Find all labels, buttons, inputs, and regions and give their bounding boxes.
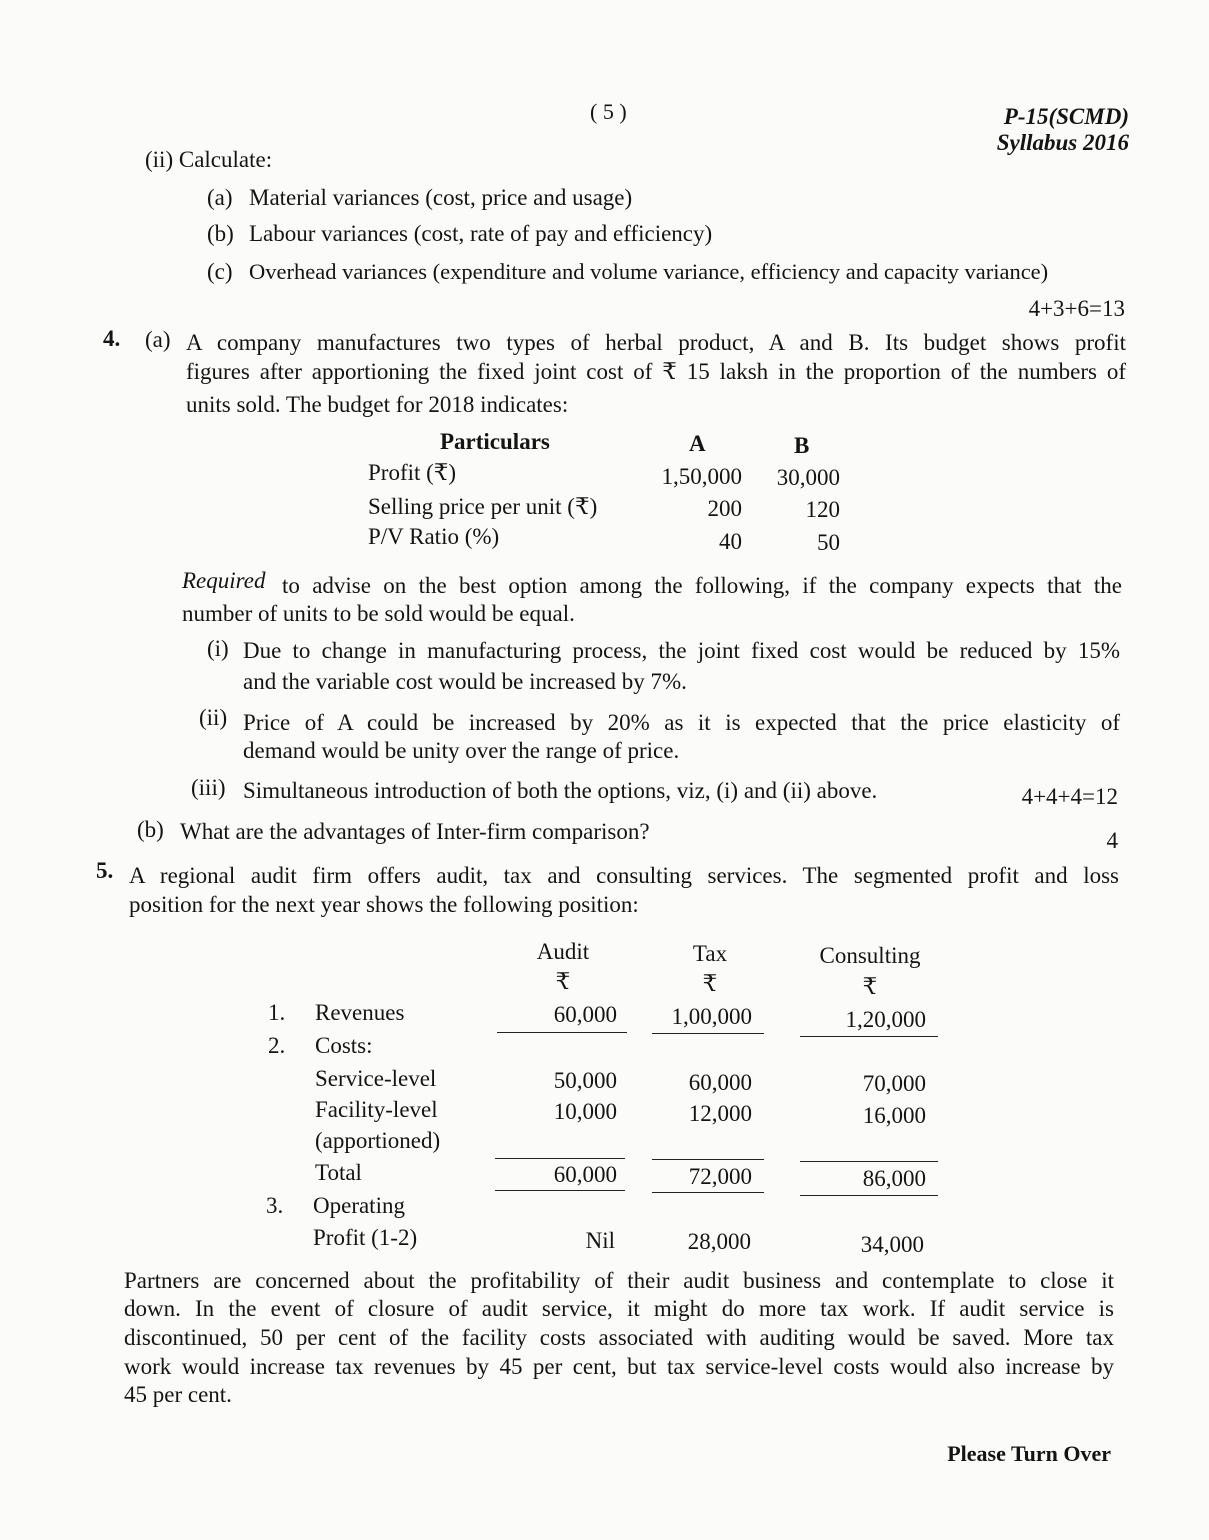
q5-total-underline-consulting [800, 1195, 938, 1196]
q5-col-tax: Tax [692, 941, 728, 966]
q5-row-label: (apportioned) [315, 1128, 441, 1153]
q3-item-c-text: Overhead variances (expenditure and volume variance, efficiency and capacity variance) [249, 259, 1049, 284]
q4-required-line-2: number of units to be sold would be equal. [182, 601, 575, 626]
q5-total-overline-audit [495, 1158, 625, 1159]
q4-required-text: to advise on the best option among the following, if the company expects that the [282, 573, 1122, 598]
q5-row-num: 3. [266, 1193, 284, 1218]
q5-row-label: Service-level [315, 1066, 437, 1091]
q5-closing-line-2: down. In the event of closure of audit service, it might do more tax work. If audit service is [124, 1296, 1114, 1321]
syllabus-year: Syllabus 2016 [996, 130, 1129, 155]
q4-required-word: Required [182, 568, 266, 593]
q5-row-label: Revenues [315, 1000, 405, 1025]
q3-item-b-label: (b) [207, 221, 234, 246]
q5-total-overline-consulting [800, 1161, 938, 1162]
q4-table-row-b: 120 [805, 497, 840, 522]
q3-marks: 4+3+6=13 [1028, 296, 1125, 321]
q4-a-label: (a) [145, 327, 171, 352]
q5-cell-tax: 1,00,000 [671, 1004, 752, 1029]
q4-table-header-particulars: Particulars [440, 429, 550, 454]
q5-cell-audit: 60,000 [553, 1162, 617, 1187]
q4-option-i-label: (i) [207, 636, 229, 661]
page-number: ( 5 ) [590, 99, 627, 124]
q4-a-line-3: units sold. The budget for 2018 indicates: [186, 392, 569, 417]
q3-item-c-label: (c) [207, 259, 233, 284]
q5-closing-line-5: 45 per cent. [124, 1382, 232, 1407]
q4-b-label: (b) [137, 817, 164, 842]
q5-total-overline-tax [652, 1159, 764, 1160]
q5-row-label: Operating [313, 1193, 405, 1218]
q5-intro-line-1: A regional audit firm offers audit, tax and consulting services. The segmented profit and loss [129, 863, 1119, 888]
q5-cell-consulting: 86,000 [862, 1166, 926, 1191]
please-turn-over: Please Turn Over [947, 1441, 1111, 1466]
q4-a-line-1: A company manufactures two types of herbal product, A and B. Its budget shows profit [186, 330, 1126, 355]
q5-closing-line-1: Partners are concerned about the profitability of their audit business and contemplate to close it [124, 1268, 1114, 1293]
q5-row-label: Costs: [315, 1033, 373, 1058]
q5-row-label: Profit (1-2) [313, 1225, 418, 1250]
q5-cell-consulting: 70,000 [862, 1071, 926, 1096]
q5-closing-line-3: discontinued, 50 per cent of the facility costs associated with auditing would be saved. More tax [124, 1325, 1114, 1350]
q4-option-iii-line-1: Simultaneous introduction of both the options, viz, (i) and (ii) above. [243, 778, 878, 803]
q4-a-line-2: figures after apportioning the fixed joint cost of ₹ 15 laksh in the proportion of the numbers of [186, 359, 1126, 384]
q5-currency-tax: ₹ [702, 971, 718, 996]
q5-cell-audit: 60,000 [553, 1002, 617, 1027]
q4-b-text: What are the advantages of Inter-firm comparison? [180, 819, 650, 844]
q4-table-row-b: 50 [817, 530, 840, 555]
q5-revenue-underline-audit [497, 1032, 627, 1033]
q4-table-header-a: A [689, 431, 706, 456]
q5-total-underline-audit [495, 1190, 625, 1191]
q3-item-a-text: Material variances (cost, price and usage) [249, 185, 633, 210]
q4-table-row-b: 30,000 [776, 465, 840, 490]
q3-item-b-text: Labour variances (cost, rate of pay and efficiency) [249, 221, 713, 246]
paper-code: P-15(SCMD) [1003, 104, 1129, 129]
q5-cell-tax: 12,000 [688, 1101, 752, 1126]
q5-cell-tax: 72,000 [688, 1164, 752, 1189]
q5-cell-consulting: 1,20,000 [845, 1007, 926, 1032]
q4-number: 4. [103, 326, 121, 351]
q4-option-iii-label: (iii) [191, 775, 226, 800]
q4-table-row-a: 1,50,000 [661, 464, 742, 489]
q5-cell-audit: Nil [585, 1228, 615, 1253]
q4-table-row-a: 40 [719, 529, 742, 554]
q5-cell-audit: 50,000 [553, 1068, 617, 1093]
q5-cell-consulting: 16,000 [862, 1103, 926, 1128]
q5-col-consulting: Consulting [819, 943, 921, 968]
q4-option-ii-label: (ii) [199, 705, 228, 730]
q4-table-row-label: P/V Ratio (%) [368, 524, 500, 549]
q4-table-row-label: Selling price per unit (₹) [368, 494, 598, 519]
q5-number: 5. [96, 858, 114, 883]
q5-currency-audit: ₹ [555, 969, 571, 994]
q5-intro-line-2: position for the next year shows the following position: [129, 892, 639, 917]
q4-option-i-line-1: Due to change in manufacturing process, the joint fixed cost would be reduced by 15% [243, 638, 1120, 663]
q5-currency-consulting: ₹ [862, 974, 878, 999]
q5-cell-consulting: 34,000 [860, 1232, 924, 1257]
q4-b-marks: 4 [1106, 828, 1118, 853]
q4-option-ii-line-2: demand would be unity over the range of price. [243, 738, 680, 763]
q5-row-num: 1. [268, 1000, 286, 1025]
q5-cell-audit: 10,000 [553, 1099, 617, 1124]
q5-revenue-underline-consulting [800, 1036, 938, 1037]
q3-part-ii: (ii) Calculate: [145, 147, 273, 172]
q5-cell-tax: 60,000 [688, 1070, 752, 1095]
q4-option-i-line-2: and the variable cost would be increased by 7%. [243, 669, 687, 694]
q5-row-label: Facility-level [315, 1097, 438, 1122]
q4-option-ii-line-1: Price of A could be increased by 20% as it is expected that the price elasticity of [243, 710, 1120, 735]
q5-row-label: Total [315, 1160, 362, 1185]
q5-cell-tax: 28,000 [687, 1229, 751, 1254]
q4-table-row-label: Profit (₹) [368, 460, 457, 485]
q3-item-a-label: (a) [207, 185, 233, 210]
q4-a-marks: 4+4+4=12 [1021, 784, 1118, 809]
q4-table-header-b: B [794, 433, 810, 458]
q4-table-row-a: 200 [707, 496, 742, 521]
q5-col-audit: Audit [536, 939, 590, 964]
q5-revenue-underline-tax [652, 1033, 764, 1034]
q5-closing-line-4: work would increase tax revenues by 45 per cent, but tax service-level costs would also increase by [124, 1354, 1114, 1379]
q5-total-underline-tax [652, 1192, 764, 1193]
q5-row-num: 2. [268, 1033, 286, 1058]
